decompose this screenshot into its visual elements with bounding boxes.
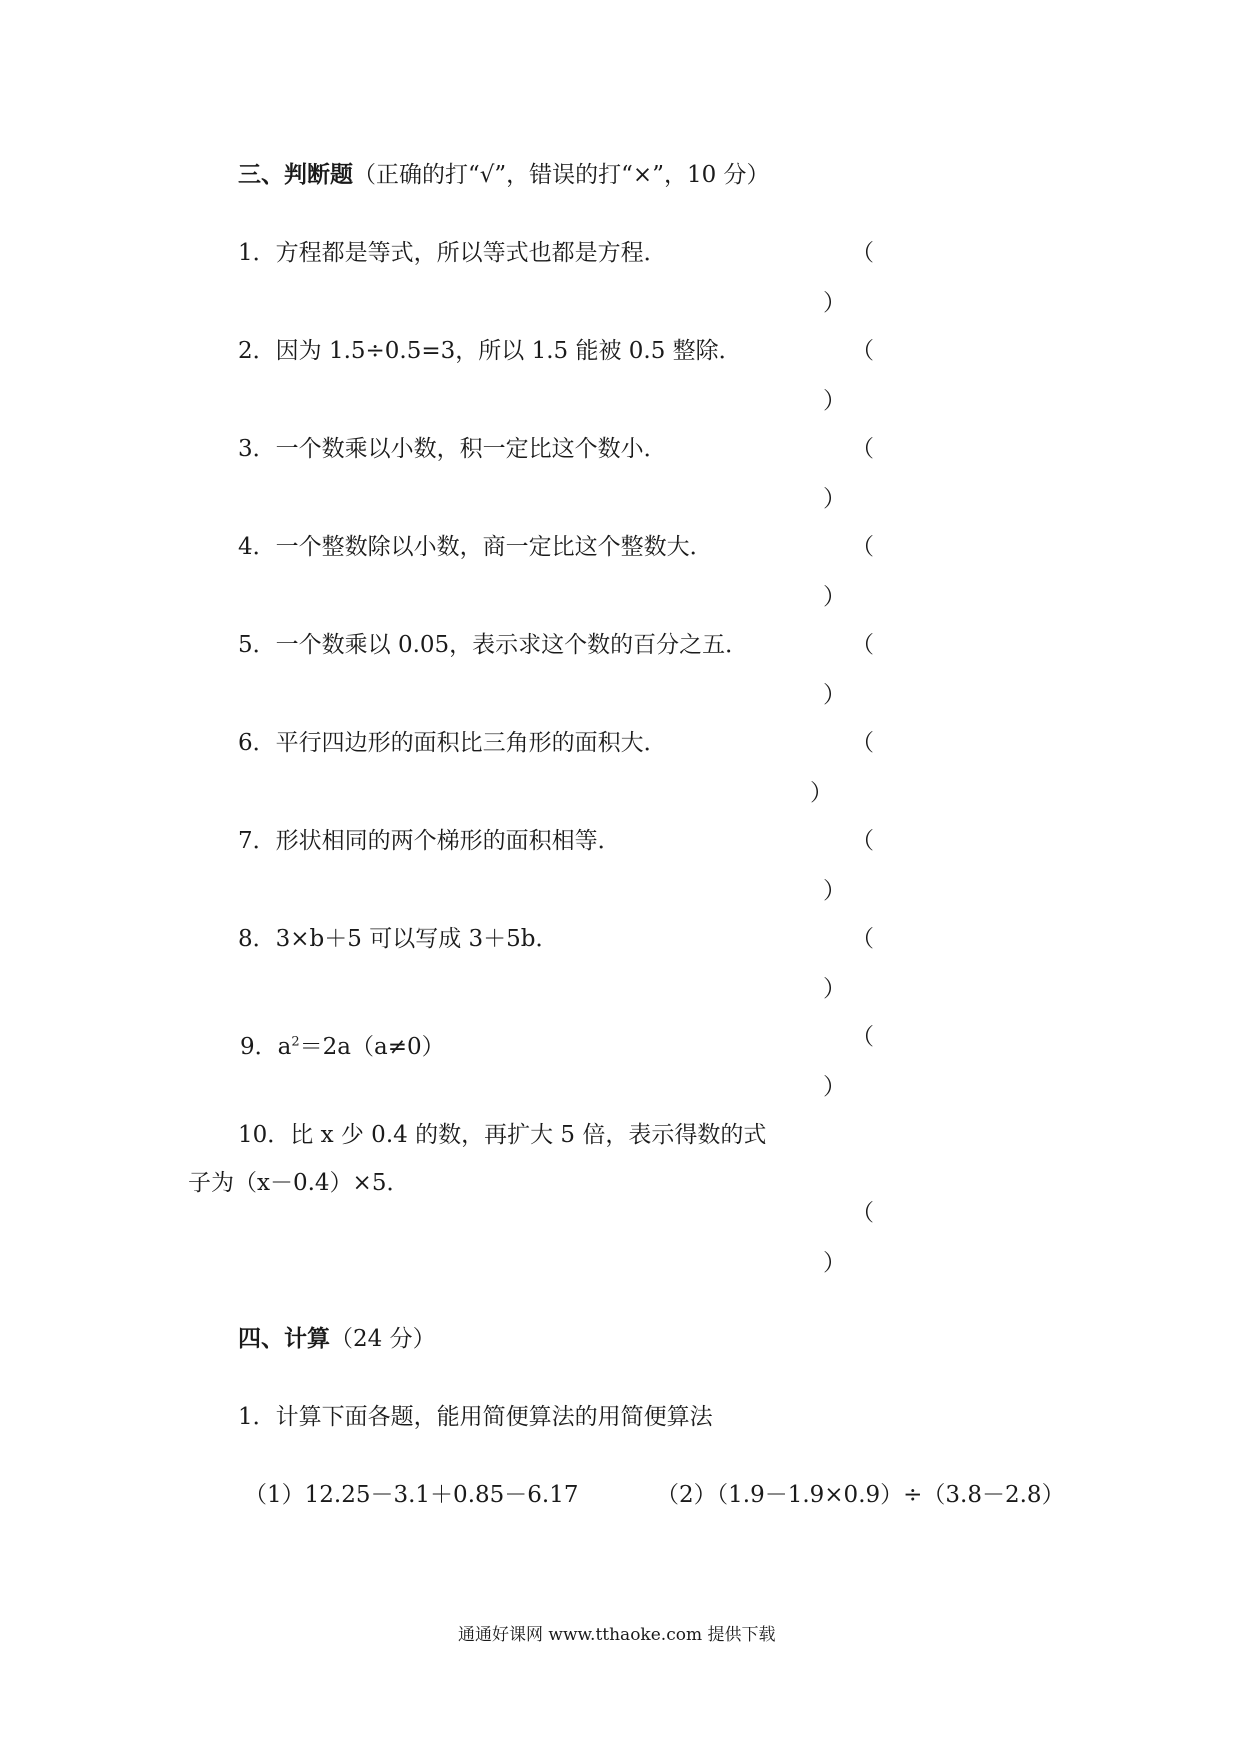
item-6: 6．平行四边形的面积比三角形的面积大． xyxy=(238,730,667,756)
item-10-line-2: 子为（x－0.4）×5． xyxy=(188,1170,410,1196)
answer-open-paren: （ xyxy=(851,632,874,658)
answer-close-paren: ） xyxy=(823,486,846,512)
item-7: 7．形状相同的两个梯形的面积相等． xyxy=(238,828,621,854)
answer-open-paren: （ xyxy=(851,240,874,266)
item-9: 9．$a^2=2a(a\ne 0)$ xyxy=(240,1034,445,1060)
problem-2: （2）（1.9－1.9×0.9）÷（3.8－2.8） xyxy=(656,1482,1065,1508)
answer-close-paren: ） xyxy=(823,388,846,414)
answer-close-paren: ） xyxy=(823,584,846,610)
answer-open-paren: （ xyxy=(851,1200,874,1226)
item-2: 2．因为 1.5÷0.5=3，所以 1.5 能被 0.5 整除． xyxy=(238,338,742,364)
item-10-line-1: 10．比 x 少 0.4 的数，再扩大 5 倍，表示得数的式 xyxy=(238,1122,767,1148)
answer-close-paren: ） xyxy=(823,1250,846,1276)
item-8: 8．3×b＋5 可以写成 3＋5b． xyxy=(238,926,559,952)
answer-close-paren: ） xyxy=(823,1074,846,1100)
section-4-title: 四、计算 xyxy=(238,1325,330,1352)
section-4-points: （24 分） xyxy=(330,1326,436,1352)
answer-close-paren: ） xyxy=(823,976,846,1002)
answer-close-paren: ） xyxy=(823,878,846,904)
section-3-instruction: （正确的打“√”，错误的打“×”，10 分） xyxy=(353,162,770,188)
problem-1: （1）12.25－3.1＋0.85－6.17 xyxy=(244,1482,579,1508)
section-3-heading xyxy=(238,160,770,190)
answer-open-paren: （ xyxy=(851,926,874,952)
item-5: 5．一个数乘以 0.05，表示求这个数的百分之五． xyxy=(238,632,749,658)
section-4-question-1: 1．计算下面各题，能用简便算法的用简便算法 xyxy=(238,1404,713,1430)
section-3-title: 三、判断题 xyxy=(238,161,353,188)
answer-close-paren: ） xyxy=(810,780,833,806)
footer-credit: 通通好课网 www.tthaoke.com 提供下载 xyxy=(458,1625,776,1645)
answer-open-paren: （ xyxy=(851,436,874,462)
item-3: 3．一个数乘以小数，积一定比这个数小． xyxy=(238,436,667,462)
answer-open-paren: （ xyxy=(851,730,874,756)
section-4-heading xyxy=(238,1324,436,1354)
answer-open-paren: （ xyxy=(851,1024,874,1050)
item-4: 4．一个整数除以小数，商一定比这个整数大． xyxy=(238,534,713,560)
answer-open-paren: （ xyxy=(851,828,874,854)
item-1: 1．方程都是等式，所以等式也都是方程． xyxy=(238,240,667,266)
answer-open-paren: （ xyxy=(851,534,874,560)
answer-open-paren: （ xyxy=(851,338,874,364)
answer-close-paren: ） xyxy=(823,290,846,316)
answer-close-paren: ） xyxy=(823,682,846,708)
